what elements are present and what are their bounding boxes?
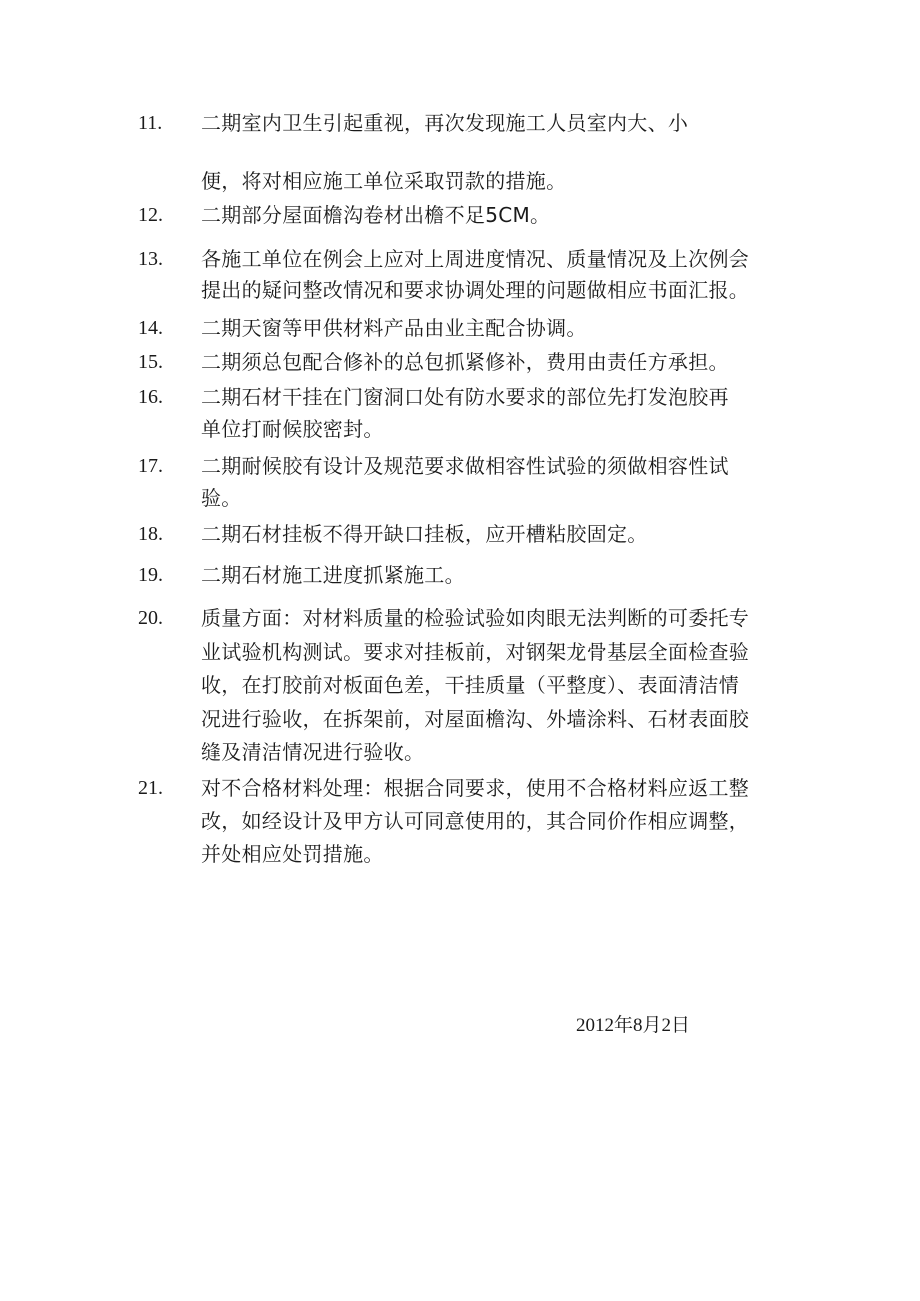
item-text-line: 二期部分屋面檐沟卷材出檐不足5CM。 [201, 203, 551, 227]
item-text-line: 业试验机构测试。要求对挂板前，对钢架龙骨基层全面检查验 [201, 639, 750, 664]
item-number: 18. [138, 523, 163, 545]
item-number: 20. [138, 607, 163, 629]
item-number: 17. [138, 455, 163, 477]
item-text-line: 改，如经设计及甲方认可同意使用的，其合同价作相应调整， [201, 809, 750, 833]
item-number: 13. [138, 248, 163, 270]
item-text-line: 二期石材施工进度抓紧施工。 [201, 563, 465, 587]
item-text-line: 况进行验收，在拆架前，对屋面檐沟、外墙涂料、石材表面胶 [201, 706, 750, 731]
item-text-line: 二期耐候胶有设计及规范要求做相容性试验的须做相容性试 [201, 454, 729, 478]
item-text-line: 各施工单位在例会上应对上周进度情况、质量情况及上次例会 [201, 247, 750, 271]
item-number: 15. [138, 351, 163, 373]
item-text-line: 验。 [201, 486, 242, 510]
item-number: 12. [138, 204, 163, 226]
item-number: 11. [138, 112, 163, 134]
item-text-line: 提出的疑问整改情况和要求协调处理的问题做相应书面汇报。 [201, 278, 750, 302]
item-text-line: 单位打耐候胶密封。 [201, 417, 384, 441]
item-number: 16. [138, 386, 163, 408]
item-number: 14. [138, 317, 163, 339]
item-text-line: 对不合格材料处理：根据合同要求，使用不合格材料应返工整 [201, 776, 750, 800]
item-text-line: 二期石材挂板不得开缺口挂板，应开槽粘胶固定。 [201, 522, 648, 546]
item-text-line: 便，将对相应施工单位采取罚款的措施。 [201, 169, 567, 193]
item-text-line: 二期石材干挂在门窗洞口处有防水要求的部位先打发泡胶再 [201, 385, 729, 409]
item-text-line: 收，在打胶前对板面色差，干挂质量（平整度）、表面清洁情 [201, 673, 740, 697]
item-text-line: 二期天窗等甲供材料产品由业主配合协调。 [201, 316, 587, 340]
item-text-line: 二期须总包配合修补的总包抓紧修补，费用由责任方承担。 [201, 350, 729, 374]
item-text-line: 二期室内卫生引起重视，再次发现施工人员室内大、小 [201, 111, 689, 135]
item-text-line: 质量方面：对材料质量的检验试验如肉眼无法判断的可委托专 [201, 606, 750, 630]
item-text-line: 并处相应处罚措施。 [201, 842, 384, 866]
document-date: 2012年8月2日 [576, 1015, 691, 1036]
item-text-line: 缝及清洁情况进行验收。 [201, 740, 425, 764]
item-number: 21. [138, 777, 163, 799]
item-number: 19. [138, 564, 163, 586]
